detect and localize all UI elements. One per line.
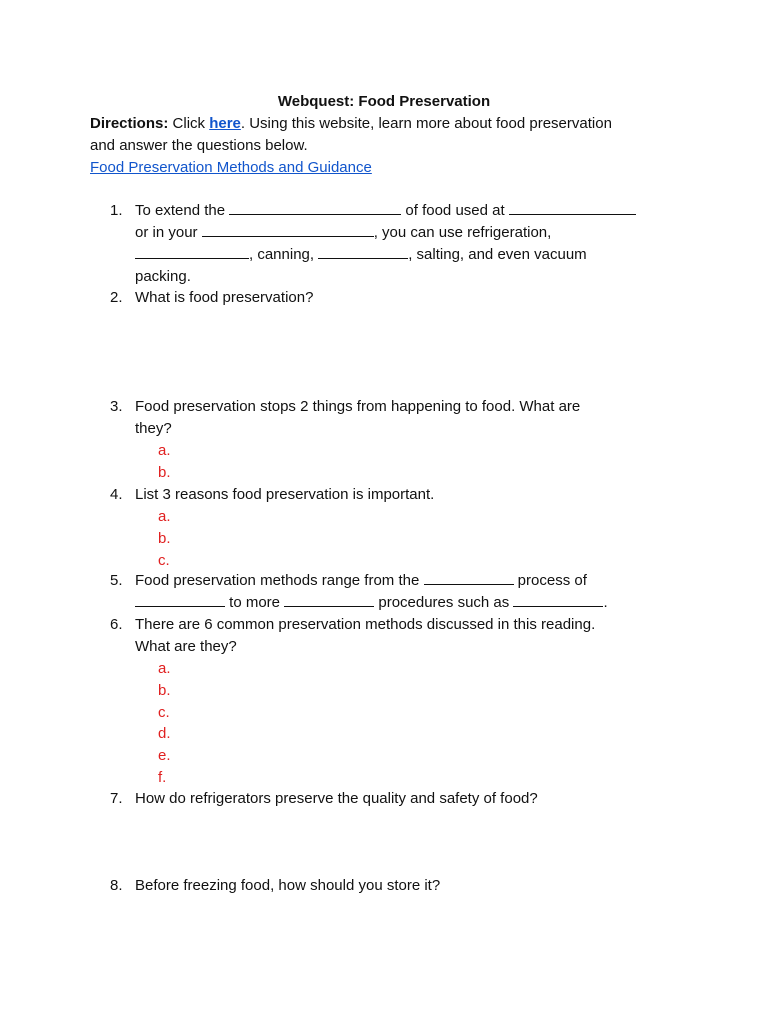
subitem-label: b. <box>158 464 171 481</box>
directions-paragraph <box>90 113 690 157</box>
question-1-segment: , salting, and even vacuum <box>408 246 587 263</box>
question-text: List 3 reasons food preservation is important. <box>135 486 435 503</box>
answer-blank[interactable] <box>135 592 225 607</box>
directions-text-before-link: Click <box>168 115 210 132</box>
resource-link[interactable]: Food Preservation Methods and Guidance <box>90 159 372 176</box>
question-number: 6. <box>110 616 123 633</box>
directions-label: Directions: <box>90 115 169 132</box>
question-text: Before freezing food, how should you store it? <box>135 877 441 894</box>
question-5-segment: . <box>603 594 608 611</box>
question-1-segment: , canning, <box>249 246 319 263</box>
answer-blank[interactable] <box>202 222 374 237</box>
question-1-segment: To extend the <box>135 202 230 219</box>
subitem-label: d. <box>158 725 171 742</box>
here-link[interactable]: here <box>209 115 241 132</box>
question-1-segment: packing. <box>135 268 191 285</box>
question-5-segment: process of <box>513 572 587 589</box>
answer-blank[interactable] <box>424 570 514 585</box>
answer-blank[interactable] <box>284 592 374 607</box>
answer-blank[interactable] <box>229 200 401 215</box>
question-5-segment: procedures such as <box>374 594 514 611</box>
question-number: 4. <box>110 486 123 503</box>
subitem-label: c. <box>158 704 170 721</box>
question-text <box>135 200 670 288</box>
question-number: 2. <box>110 289 123 306</box>
answer-blank[interactable] <box>318 244 408 259</box>
subitem-label: f. <box>158 769 167 786</box>
page-title: Webquest: Food Preservation <box>277 93 491 110</box>
answer-blank[interactable] <box>513 592 603 607</box>
question-1-segment: or in your <box>135 224 202 241</box>
question-text <box>135 570 670 614</box>
answer-blank[interactable] <box>135 244 249 259</box>
question-text: How do refrigerators preserve the quality and safety of food? <box>135 790 538 807</box>
question-text <box>135 614 670 658</box>
subitem-label: b. <box>158 682 171 699</box>
directions-text-after-link: . Using this website, learn more about food preservation <box>240 115 612 132</box>
answer-blank[interactable] <box>509 200 636 215</box>
subitem-label: a. <box>158 660 171 677</box>
question-1-segment: of food used at <box>401 202 509 219</box>
question-text: What is food preservation? <box>135 289 314 306</box>
subitem-label: b. <box>158 530 171 547</box>
question-text-line: they? <box>135 420 172 437</box>
subitem-label: c. <box>158 552 170 569</box>
question-number: 3. <box>110 398 123 415</box>
question-number: 1. <box>110 202 123 219</box>
subitem-label: a. <box>158 442 171 459</box>
question-text-line: What are they? <box>135 638 237 655</box>
question-text <box>135 396 670 440</box>
question-number: 8. <box>110 877 123 894</box>
subitem-label: e. <box>158 747 171 764</box>
question-text-line: There are 6 common preservation methods discussed in this reading. <box>135 616 596 633</box>
question-number: 5. <box>110 572 123 589</box>
question-number: 7. <box>110 790 123 807</box>
directions-text-line2: and answer the questions below. <box>90 137 308 154</box>
question-1-segment: , you can use refrigeration, <box>373 224 552 241</box>
question-text-line: Food preservation stops 2 things from happening to food. What are <box>135 398 581 415</box>
question-5-segment: to more <box>225 594 285 611</box>
subitem-label: a. <box>158 508 171 525</box>
question-5-segment: Food preservation methods range from the <box>135 572 424 589</box>
